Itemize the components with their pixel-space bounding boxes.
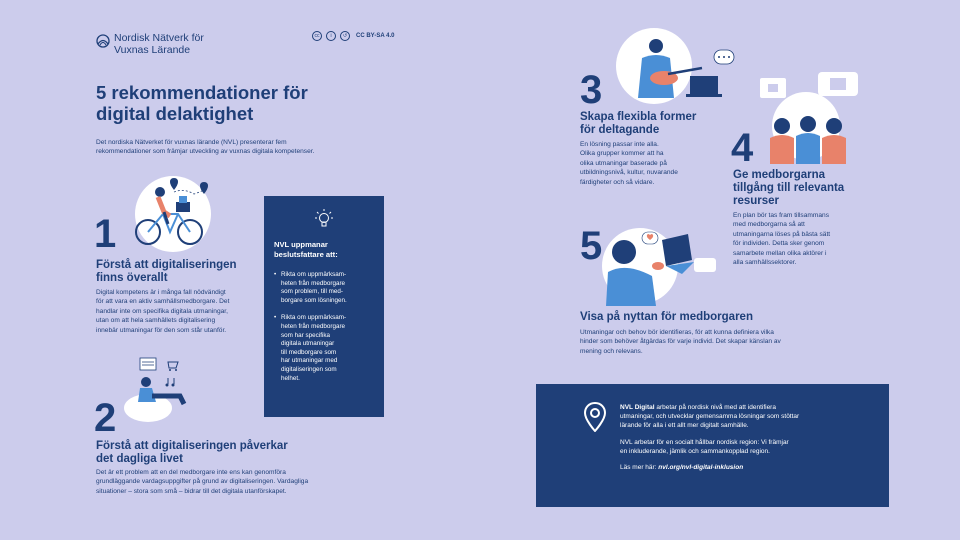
cyclist-illustration — [118, 172, 228, 252]
rec1-title: Förstå att digitaliseringen finns överallt — [96, 259, 237, 284]
rec2-text: Det är ett problem att en del medborgare inte ens kan genomföra grundläggande vardagsuppgifter på grund av digitaliseringen. Vardagliga situationer – stora som små – bidrar till det digitala utanförskapet. — [96, 469, 309, 495]
by-icon: i — [326, 31, 336, 41]
infobox-paragraph-3: Läs mer här: nvl.org/nvl-digital-inklusion — [620, 464, 744, 472]
infobox-paragraph-2: NVL arbetar för en socialt hållbar nordisk region: Vi främjar en inkluderande, jämlik och sammankopplad region. — [620, 438, 789, 455]
rec3-number: 3 — [580, 68, 603, 112]
infobox-link[interactable]: nvl.org/nvl-digital-inklusion — [658, 464, 744, 472]
sa-icon: ↺ — [340, 31, 350, 41]
infobox-text — [620, 403, 850, 479]
panel-bullet: • Rikta om uppmärksam- heten från medborgare som har specifika digitala utmaningar till medborgare som har utmaningar med digitaliseringen som helhet. — [274, 314, 379, 383]
rec2-number: 2 — [94, 396, 117, 440]
rec5-title: Visa på nyttan för medborgaren — [580, 311, 753, 323]
group-illustration — [756, 68, 866, 164]
license-text: CC BY-SA 4.0 — [356, 33, 395, 39]
policy-panel — [264, 196, 384, 417]
panel-bullet: • Rikta om uppmärksam- heten från medborgare som problem, till med- borgare som lösningen. — [274, 271, 379, 305]
rec4-text: En plan bör tas fram tillsammans med medborgarna så att utmaningarna löses på bästa sätt för individen. Detta sker genom samarbete mellan olika aktörer i alla samhällssektorer. — [733, 212, 831, 267]
cc-icon: cc — [312, 31, 322, 41]
panel-title: NVL uppmanar beslutsfattare att: — [274, 240, 338, 259]
nvl-logo-icon — [96, 34, 110, 48]
panel-list — [274, 271, 379, 392]
rec4-number: 4 — [731, 126, 754, 170]
page-title: 5 rekommendationer för digital delaktighet — [96, 82, 308, 124]
rec1-number: 1 — [94, 212, 117, 256]
rec4-title: Ge medborgarna tillgång till relevanta resurser — [733, 169, 845, 207]
laptop-user-illustration — [596, 222, 720, 306]
location-pin-icon — [584, 402, 606, 432]
infobox-paragraph-1: NVL Digital arbetar på nordisk nivå med att identifiera utmaningar, och utvecklar gemensamma lösningar som stöttar lärande för alla i ett allt mer digitalt samhälle. — [620, 404, 800, 430]
rec3-title: Skapa flexibla former för deltagande — [580, 111, 697, 136]
lightbulb-icon — [314, 208, 334, 230]
reading-person-illustration — [118, 352, 208, 424]
license-badge — [312, 30, 394, 42]
rec5-number: 5 — [580, 224, 603, 268]
intro-text: Det nordiska Nätverket för vuxnas lärande (NVL) presenterar fem rekommendationer som främjar utveckling av vuxnas digitala kompetenser. — [96, 139, 315, 156]
nvl-logo — [96, 32, 246, 56]
nvl-digital-infobox — [536, 384, 889, 507]
logo-text: Nordisk Nätverk för Vuxnas Lärande — [114, 32, 204, 56]
rec1-text: Digital kompetens är i många fall nödvändigt för att vara en aktiv samhällsmedborgare. Det handlar inte om specifika digitala utmaningar, utan om att hela samhällets digitalisering innebär utmaningar för den som står utanför. — [96, 289, 230, 334]
rec3-text: En lösning passar inte alla. Olika grupper kommer att ha olika utmaningar baserade på utbildningsnivå, kultur, nuvarande färdigheter och så vidare. — [580, 141, 678, 186]
rec2-title: Förstå att digitaliseringen påverkar det dagliga livet — [96, 440, 288, 465]
guitar-player-illustration — [606, 28, 736, 108]
rec5-text: Utmaningar och behov bör identifieras, för att kunna definiera vilka hinder som behöver åtgärdas för varje individ. Det skapar känslan av mening och relevans. — [580, 329, 781, 355]
